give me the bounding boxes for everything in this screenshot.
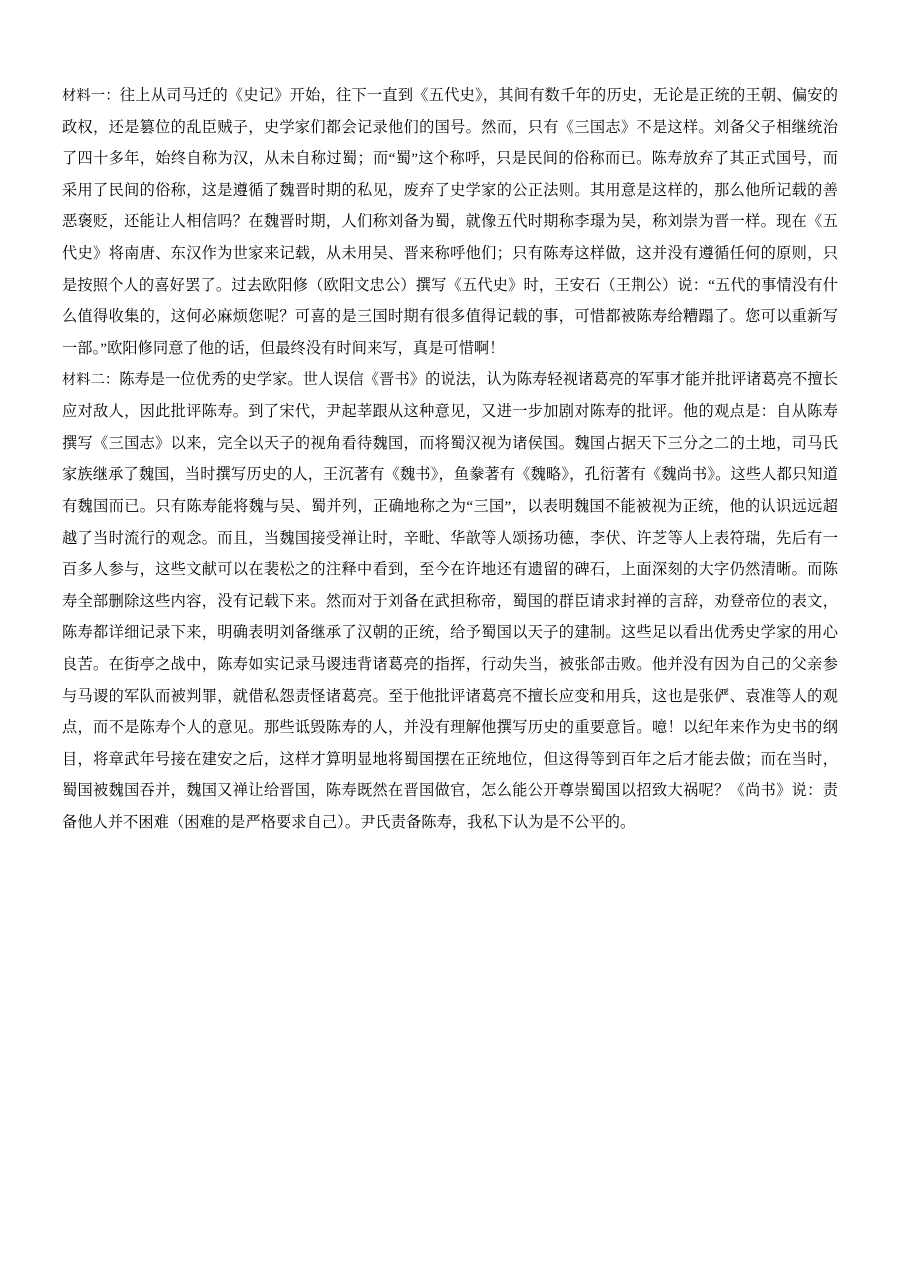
passage-one-label: 材料一： — [62, 88, 120, 104]
passage-one-text: 往上从司马迁的《史记》开始，往下一直到《五代史》，其间有数千年的历史，无论是正统的王朝、偏安的政权，还是篡位的乱臣贼子，史学家们都会记录他们的国号。然而，只有《三国志》不是这样。刘备父子相继统治了四十多年，始终自称为汉，从未自称过蜀；而“蜀”这个称呼，只是民间的俗称而已。陈寿放弃了其正式国号，而采用了民间的俗称，这是遵循了魏晋时期的私见，废弃了史学家的公正法则。其用意是这样的，那么他所记载的善恶褒贬，还能让人相信吗？在魏晋时期，人们称刘备为蜀，就像五代时期称李璟为吴，称刘崇为晋一样。现在《五代史》将南唐、东汉作为世家来记载，从未用吴、晋来称呼他们；只有陈寿这样做，这并没有遵循任何的原则，只是按照个人的喜好罢了。过去欧阳修（欧阳文忠公）撰写《五代史》时，王安石（王荆公）说：“五代的事情没有什么值得收集的，这何必麻烦您呢？可喜的是三国时期有很多值得记载的事，可惜都被陈寿给糟蹋了。您可以重新写一部。”欧阳修同意了他的话，但最终没有时间来写，真是可惜啊！ — [62, 87, 838, 357]
passage-one — [62, 80, 838, 364]
passage-two-text: 陈寿是一位优秀的史学家。世人误信《晋书》的说法，认为陈寿轻视诸葛亮的军事才能并批评诸葛亮不擅长应对敌人，因此批评陈寿。到了宋代，尹起莘跟从这种意见，又进一步加剧对陈寿的批评。他的观点是：自从陈寿撰写《三国志》以来，完全以天子的视角看待魏国，而将蜀汉视为诸侯国。魏国占据天下三分之二的土地，司马氏家族继承了魏国，当时撰写历史的人，王沉著有《魏书》，鱼豢著有《魏略》，孔衍著有《魏尚书》。这些人都只知道有魏国而已。只有陈寿能将魏与吴、蜀并列，正确地称之为“三国”，以表明魏国不能被视为正统，他的认识远远超越了当时流行的观念。而且，当魏国接受禅让时，辛毗、华歆等人颂扬功德，李伏、许芝等人上表符瑞，先后有一百多人参与，这些文献可以在裴松之的注释中看到，至今在许地还有遗留的碑石，上面深刻的大字仍然清晰。而陈寿全部删除这些内容，没有记载下来。然而对于刘备在武担称帝，蜀国的群臣请求封禅的言辞，劝登帝位的表文，陈寿都详细记录下来，明确表明刘备继承了汉朝的正统，给予蜀国以天子的建制。这些足以看出优秀史学家的用心良苦。在街亭之战中，陈寿如实记录马谡违背诸葛亮的指挥，行动失当，被张郃击败。他并没有因为自己的父亲参与马谡的军队而被判罪，就借私怨责怪诸葛亮。至于他批评诸葛亮不擅长应变和用兵，这也是张俨、袁准等人的观点，而不是陈寿个人的意见。那些诋毁陈寿的人，并没有理解他撰写历史的重要意旨。噫！以纪年来作为史书的纲目，将章武年号接在建安之后，这样才算明显地将蜀国摆在正统地位，但这得等到百年之后才能去做；而在当时，蜀国被魏国吞并，魏国又禅让给晋国，陈寿既然在晋国做官，怎么能公开尊崇蜀国以招致大祸呢？《尚书》说：责备他人并不困难（困难的是严格要求自己）。尹氏责备陈寿，我私下认为是不公平的。 — [62, 371, 839, 832]
document-body — [62, 80, 838, 839]
passage-two — [62, 364, 838, 838]
passage-two-label: 材料二： — [62, 372, 120, 389]
